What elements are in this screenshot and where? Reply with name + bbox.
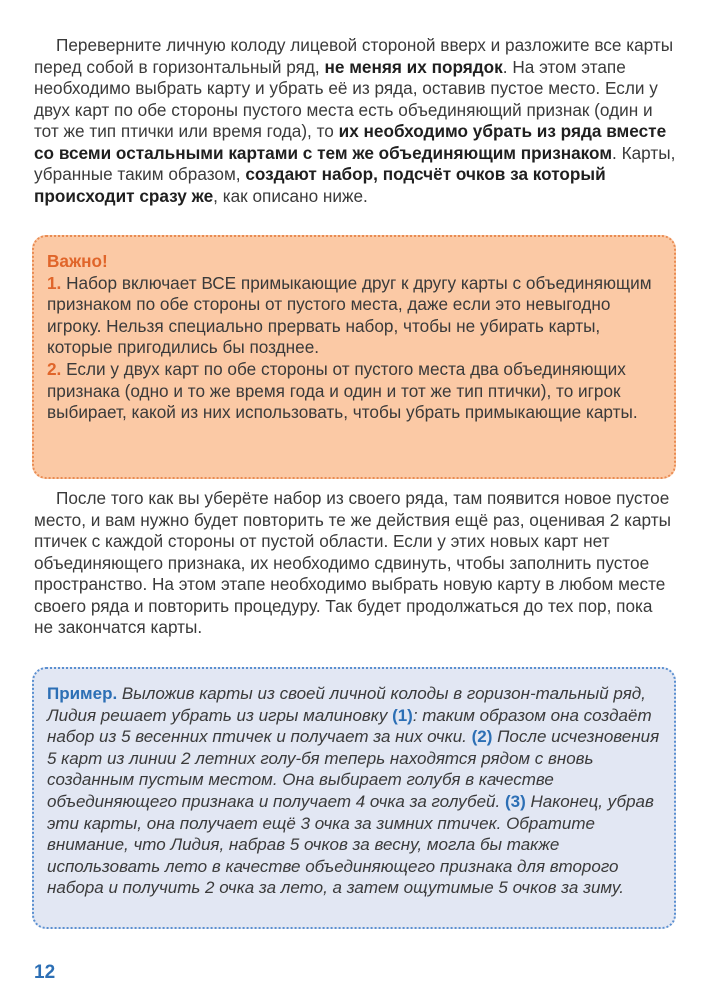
important-item-1-number: 1. — [47, 272, 62, 293]
page-number: 12 — [34, 962, 56, 983]
example-ref-3: (3) — [504, 791, 526, 811]
example-ref-1: (1) — [392, 705, 413, 725]
example-ref-2: (2) — [471, 727, 493, 747]
p1-text-2: . На этом этапе необходимо выбрать карту и убрать её из ряда, оставив пустое место. Если у двух карт по обе стороны пустого места есть объединяющий признак (один и тот же тип птички или время года), то — [34, 56, 658, 141]
example-label: Пример. — [47, 684, 118, 703]
rules-paragraph-repeat — [34, 488, 676, 639]
example-text-3: После исчезновения 5 карт из линии 2 летних голу-бя теперь находятся рядом с вновь созданным пустым местом. Она выбирает голубя в качестве объединяющего признака и получает 4 очка за голубей. — [47, 727, 660, 811]
important-title: Важно! — [47, 251, 108, 271]
p1-bold-2: их необходимо убрать из ряда вместе со всеми остальными картами с тем же объединяющим признаком — [34, 121, 667, 163]
important-item-1 — [47, 273, 660, 359]
important-item-1-text: Набор включает ВСЕ примыкающие друг к другу карты с объединяющим признаком по обе стороны от пустого места, даже если это невыгодно игроку. Нельзя специально прервать набор, чтобы не убирать карты, которые пригодились бы позднее. — [47, 272, 652, 358]
example-text-2: : таким образом она создаёт набор из 5 весенних птичек и получает за них очки. — [47, 705, 652, 747]
example-callout — [32, 667, 676, 929]
p1-bold-3: создают набор, подсчёт очков за который происходит сразу же — [34, 164, 606, 206]
example-text-4: Наконец, убрав эти карты, она получает ещё 3 очка за зимних птичек. Обратите внимание, что Лидия, набрав 5 очков за весну, могла бы также использовать лето в качестве объединяющего признака для второго набора и получить 2 очка за лето, а затем ощутимые 5 очков за зиму. — [47, 791, 654, 898]
p1-bold-1: не меняя их порядок — [324, 56, 503, 77]
important-item-2-text: Если у двух карт по обе стороны от пустого места два объединяющих признака (одно и то же время года и один и тот же тип птички), то игрок выбирает, какой из них использовать, чтобы убрать примыкающие карты. — [47, 358, 638, 423]
example-text-1: Выложив карты из своей личной колоды в горизон-тальный ряд, Лидия решает убрать из игры малиновку — [47, 684, 646, 725]
important-item-2-number: 2. — [47, 358, 62, 379]
important-item-2 — [47, 359, 660, 424]
rules-paragraph-row-setup — [34, 35, 676, 207]
p1-text-3: . Карты, убранные таким образом, — [34, 142, 676, 184]
important-callout — [32, 235, 676, 479]
p1-text-1: Переверните личную колоду лицевой стороной вверх и разложите все карты перед собой в горизонтальный ряд, — [34, 35, 674, 77]
p1-text-4: , как описано ниже. — [213, 185, 368, 206]
p2-text: После того как вы уберёте набор из своего ряда, там появится новое пустое место, и вам нужно будет повторить те же действия ещё раз, оценивая 2 карты птичек с каждой стороны от пустой области. Если у этих новых карт нет объединяющего признака, их необходимо сдвинуть, чтобы заполнить пустое пространство. На этом этапе необходимо выбрать новую карту в любом месте своего ряда и повторить процедуру. Так будет продолжаться до тех пор, пока не закончатся карты. — [34, 488, 671, 637]
